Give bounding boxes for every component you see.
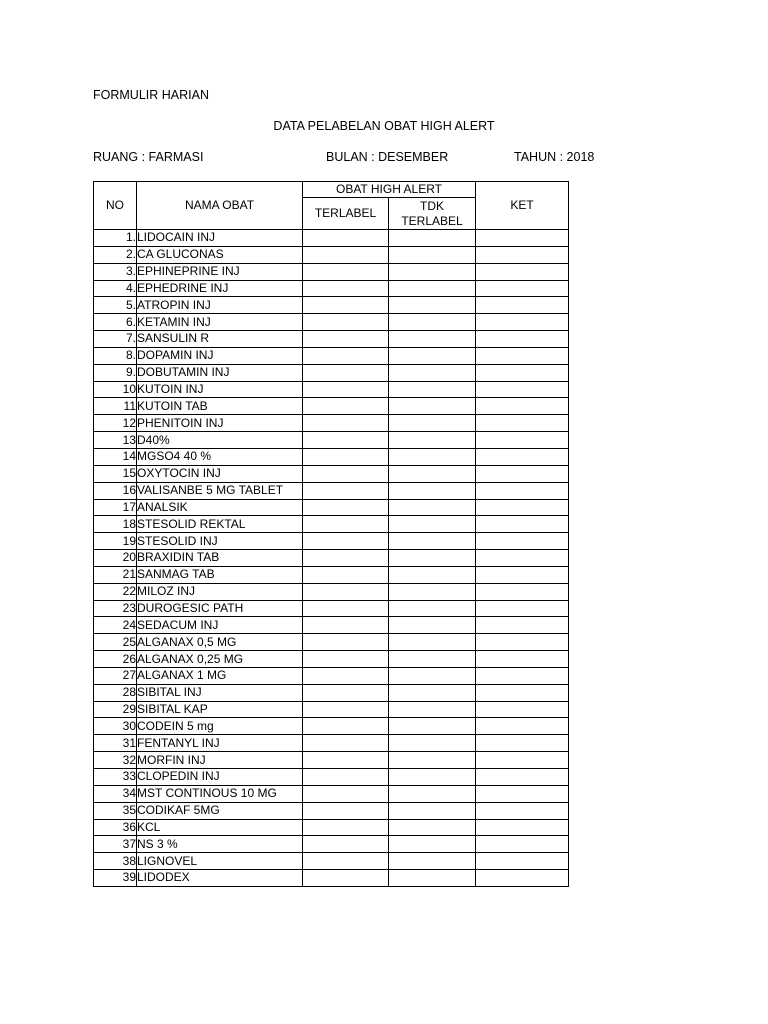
drug-name: SANMAG TAB: [137, 566, 303, 583]
table-row: [94, 819, 569, 836]
drug-name: ANALSIK: [137, 499, 303, 516]
table-row: [94, 347, 569, 364]
table-row: [94, 583, 569, 600]
table-row: [94, 802, 569, 819]
terlabel-cell: [303, 297, 389, 314]
row-number: 26: [94, 651, 137, 668]
table-row: [94, 600, 569, 617]
drug-name: CODIKAF 5MG: [137, 802, 303, 819]
ket-cell: [476, 533, 569, 550]
drug-name: SANSULIN R: [137, 331, 303, 348]
ket-cell: [476, 870, 569, 887]
terlabel-cell: [303, 836, 389, 853]
row-number: 39: [94, 870, 137, 887]
table-row: [94, 230, 569, 247]
ket-cell: [476, 280, 569, 297]
tdk-terlabel-cell: [389, 853, 476, 870]
terlabel-cell: [303, 432, 389, 449]
drug-name: STESOLID INJ: [137, 533, 303, 550]
col-header-no: NO: [94, 182, 137, 230]
ket-cell: [476, 634, 569, 651]
tdk-terlabel-cell: [389, 583, 476, 600]
col-header-tdk-line1: TDK: [420, 198, 444, 213]
drug-name: EPHINEPRINE INJ: [137, 263, 303, 280]
drug-name: ATROPIN INJ: [137, 297, 303, 314]
row-number: 10: [94, 381, 137, 398]
terlabel-cell: [303, 600, 389, 617]
terlabel-cell: [303, 634, 389, 651]
tdk-terlabel-cell: [389, 516, 476, 533]
row-number: 34: [94, 785, 137, 802]
ket-cell: [476, 802, 569, 819]
terlabel-cell: [303, 516, 389, 533]
drug-name: KETAMIN INJ: [137, 314, 303, 331]
ket-cell: [476, 364, 569, 381]
drug-name: ALGANAX 0,5 MG: [137, 634, 303, 651]
table-row: [94, 516, 569, 533]
table-row: [94, 533, 569, 550]
terlabel-cell: [303, 533, 389, 550]
col-header-tdk-terlabel: [389, 198, 476, 230]
row-number: 17: [94, 499, 137, 516]
terlabel-cell: [303, 819, 389, 836]
tdk-terlabel-cell: [389, 465, 476, 482]
drug-name: MORFIN INJ: [137, 752, 303, 769]
table-row: [94, 684, 569, 701]
month-label: BULAN : DESEMBER: [326, 150, 449, 164]
drug-name: MST CONTINOUS 10 MG: [137, 785, 303, 802]
ket-cell: [476, 667, 569, 684]
table-row: [94, 836, 569, 853]
drug-name: CA GLUCONAS: [137, 246, 303, 263]
row-number: 31: [94, 735, 137, 752]
drug-name: SIBITAL INJ: [137, 684, 303, 701]
table-row: [94, 482, 569, 499]
tdk-terlabel-cell: [389, 752, 476, 769]
drug-name: SIBITAL KAP: [137, 701, 303, 718]
ket-cell: [476, 516, 569, 533]
terlabel-cell: [303, 853, 389, 870]
terlabel-cell: [303, 550, 389, 567]
table-row: [94, 701, 569, 718]
terlabel-cell: [303, 667, 389, 684]
tdk-terlabel-cell: [389, 651, 476, 668]
row-number: 18: [94, 516, 137, 533]
col-header-tdk-line2: TERLABEL: [401, 213, 463, 228]
tdk-terlabel-cell: [389, 482, 476, 499]
table-row: [94, 398, 569, 415]
terlabel-cell: [303, 415, 389, 432]
col-header-ket: KET: [476, 182, 569, 230]
ket-cell: [476, 432, 569, 449]
terlabel-cell: [303, 381, 389, 398]
ket-cell: [476, 701, 569, 718]
row-number: 11: [94, 398, 137, 415]
terlabel-cell: [303, 718, 389, 735]
ket-cell: [476, 482, 569, 499]
row-number: 20: [94, 550, 137, 567]
ket-cell: [476, 583, 569, 600]
row-number: 24: [94, 617, 137, 634]
tdk-terlabel-cell: [389, 667, 476, 684]
table-row: [94, 735, 569, 752]
table-row: [94, 415, 569, 432]
terlabel-cell: [303, 482, 389, 499]
table-row: [94, 870, 569, 887]
tdk-terlabel-cell: [389, 280, 476, 297]
row-number: 13: [94, 432, 137, 449]
table-row: [94, 381, 569, 398]
ket-cell: [476, 819, 569, 836]
table-row: [94, 566, 569, 583]
drug-name: FENTANYL INJ: [137, 735, 303, 752]
ket-cell: [476, 314, 569, 331]
terlabel-cell: [303, 314, 389, 331]
table-row: [94, 499, 569, 516]
drug-name: SEDACUM INJ: [137, 617, 303, 634]
row-number: 28: [94, 684, 137, 701]
ket-cell: [476, 347, 569, 364]
row-number: 36: [94, 819, 137, 836]
drug-name: ALGANAX 1 MG: [137, 667, 303, 684]
drug-name: STESOLID REKTAL: [137, 516, 303, 533]
tdk-terlabel-cell: [389, 634, 476, 651]
col-header-terlabel: TERLABEL: [303, 198, 389, 230]
ket-cell: [476, 448, 569, 465]
tdk-terlabel-cell: [389, 297, 476, 314]
drug-name: DUROGESIC PATH: [137, 600, 303, 617]
row-number: 38: [94, 853, 137, 870]
document-title: DATA PELABELAN OBAT HIGH ALERT: [273, 119, 495, 133]
table-row: [94, 432, 569, 449]
row-number: 30: [94, 718, 137, 735]
row-number: 32: [94, 752, 137, 769]
terlabel-cell: [303, 566, 389, 583]
terlabel-cell: [303, 246, 389, 263]
row-number: 6.: [94, 314, 137, 331]
terlabel-cell: [303, 465, 389, 482]
row-number: 4.: [94, 280, 137, 297]
tdk-terlabel-cell: [389, 836, 476, 853]
col-header-obat-high-alert: OBAT HIGH ALERT: [303, 182, 476, 198]
drug-name: MGSO4 40 %: [137, 448, 303, 465]
row-number: 8.: [94, 347, 137, 364]
terlabel-cell: [303, 617, 389, 634]
row-number: 5.: [94, 297, 137, 314]
row-number: 12: [94, 415, 137, 432]
tdk-terlabel-cell: [389, 769, 476, 786]
tdk-terlabel-cell: [389, 415, 476, 432]
drug-name: KCL: [137, 819, 303, 836]
tdk-terlabel-cell: [389, 230, 476, 247]
terlabel-cell: [303, 398, 389, 415]
tdk-terlabel-cell: [389, 600, 476, 617]
terlabel-cell: [303, 802, 389, 819]
row-number: 9.: [94, 364, 137, 381]
table-row: [94, 550, 569, 567]
ket-cell: [476, 752, 569, 769]
terlabel-cell: [303, 331, 389, 348]
terlabel-cell: [303, 701, 389, 718]
drug-name: OXYTOCIN INJ: [137, 465, 303, 482]
tdk-terlabel-cell: [389, 246, 476, 263]
drug-name: EPHEDRINE INJ: [137, 280, 303, 297]
drug-name: CODEIN 5 mg: [137, 718, 303, 735]
row-number: 19: [94, 533, 137, 550]
tdk-terlabel-cell: [389, 448, 476, 465]
terlabel-cell: [303, 684, 389, 701]
tdk-terlabel-cell: [389, 499, 476, 516]
terlabel-cell: [303, 651, 389, 668]
ket-cell: [476, 735, 569, 752]
ket-cell: [476, 785, 569, 802]
table-row: [94, 280, 569, 297]
ket-cell: [476, 600, 569, 617]
table-row: [94, 314, 569, 331]
ket-cell: [476, 684, 569, 701]
ket-cell: [476, 718, 569, 735]
table-row: [94, 651, 569, 668]
table-row: [94, 297, 569, 314]
table-row: [94, 785, 569, 802]
table-row: [94, 853, 569, 870]
tdk-terlabel-cell: [389, 331, 476, 348]
year-label: TAHUN : 2018: [514, 150, 595, 164]
tdk-terlabel-cell: [389, 701, 476, 718]
row-number: 35: [94, 802, 137, 819]
drug-name: BRAXIDIN TAB: [137, 550, 303, 567]
drug-name: PHENITOIN INJ: [137, 415, 303, 432]
tdk-terlabel-cell: [389, 381, 476, 398]
ket-cell: [476, 836, 569, 853]
tdk-terlabel-cell: [389, 364, 476, 381]
tdk-terlabel-cell: [389, 398, 476, 415]
table-row: [94, 769, 569, 786]
tdk-terlabel-cell: [389, 432, 476, 449]
ket-cell: [476, 853, 569, 870]
drug-name: CLOPEDIN INJ: [137, 769, 303, 786]
tdk-terlabel-cell: [389, 566, 476, 583]
row-number: 29: [94, 701, 137, 718]
tdk-terlabel-cell: [389, 785, 476, 802]
row-number: 37: [94, 836, 137, 853]
terlabel-cell: [303, 499, 389, 516]
ket-cell: [476, 297, 569, 314]
row-number: 33: [94, 769, 137, 786]
terlabel-cell: [303, 280, 389, 297]
drug-name: VALISANBE 5 MG TABLET: [137, 482, 303, 499]
terlabel-cell: [303, 263, 389, 280]
tdk-terlabel-cell: [389, 533, 476, 550]
tdk-terlabel-cell: [389, 314, 476, 331]
row-number: 22: [94, 583, 137, 600]
table-row: [94, 617, 569, 634]
ket-cell: [476, 415, 569, 432]
high-alert-table: [93, 181, 569, 887]
drug-name: KUTOIN TAB: [137, 398, 303, 415]
row-number: 16: [94, 482, 137, 499]
row-number: 27: [94, 667, 137, 684]
terlabel-cell: [303, 769, 389, 786]
ket-cell: [476, 769, 569, 786]
terlabel-cell: [303, 785, 389, 802]
table-row: [94, 465, 569, 482]
drug-name: D40%: [137, 432, 303, 449]
drug-name: NS 3 %: [137, 836, 303, 853]
row-number: 21: [94, 566, 137, 583]
terlabel-cell: [303, 583, 389, 600]
table-row: [94, 634, 569, 651]
ket-cell: [476, 499, 569, 516]
table-row: [94, 263, 569, 280]
ket-cell: [476, 398, 569, 415]
tdk-terlabel-cell: [389, 735, 476, 752]
terlabel-cell: [303, 230, 389, 247]
drug-name: LIDOCAIN INJ: [137, 230, 303, 247]
tdk-terlabel-cell: [389, 347, 476, 364]
terlabel-cell: [303, 870, 389, 887]
tdk-terlabel-cell: [389, 550, 476, 567]
terlabel-cell: [303, 735, 389, 752]
tdk-terlabel-cell: [389, 819, 476, 836]
row-number: 1.: [94, 230, 137, 247]
drug-name: LIDODEX: [137, 870, 303, 887]
ket-cell: [476, 651, 569, 668]
ket-cell: [476, 550, 569, 567]
ket-cell: [476, 381, 569, 398]
ket-cell: [476, 617, 569, 634]
row-number: 14: [94, 448, 137, 465]
tdk-terlabel-cell: [389, 718, 476, 735]
drug-name: LIGNOVEL: [137, 853, 303, 870]
ket-cell: [476, 331, 569, 348]
table-row: [94, 331, 569, 348]
table-row: [94, 448, 569, 465]
drug-name: MILOZ INJ: [137, 583, 303, 600]
tdk-terlabel-cell: [389, 263, 476, 280]
row-number: 23: [94, 600, 137, 617]
ket-cell: [476, 263, 569, 280]
col-header-nama-obat: NAMA OBAT: [137, 182, 303, 230]
table-row: [94, 718, 569, 735]
drug-name: DOBUTAMIN INJ: [137, 364, 303, 381]
room-label: RUANG : FARMASI: [93, 150, 204, 164]
tdk-terlabel-cell: [389, 870, 476, 887]
row-number: 15: [94, 465, 137, 482]
table-row: [94, 667, 569, 684]
terlabel-cell: [303, 752, 389, 769]
row-number: 25: [94, 634, 137, 651]
ket-cell: [476, 230, 569, 247]
tdk-terlabel-cell: [389, 684, 476, 701]
tdk-terlabel-cell: [389, 802, 476, 819]
drug-name: ALGANAX 0,25 MG: [137, 651, 303, 668]
ket-cell: [476, 465, 569, 482]
ket-cell: [476, 246, 569, 263]
tdk-terlabel-cell: [389, 617, 476, 634]
table-row: [94, 364, 569, 381]
ket-cell: [476, 566, 569, 583]
terlabel-cell: [303, 448, 389, 465]
row-number: 3.: [94, 263, 137, 280]
drug-name: DOPAMIN INJ: [137, 347, 303, 364]
table-row: [94, 246, 569, 263]
terlabel-cell: [303, 364, 389, 381]
drug-name: KUTOIN INJ: [137, 381, 303, 398]
terlabel-cell: [303, 347, 389, 364]
row-number: 7.: [94, 331, 137, 348]
form-title: FORMULIR HARIAN: [93, 88, 209, 102]
row-number: 2.: [94, 246, 137, 263]
table-row: [94, 752, 569, 769]
